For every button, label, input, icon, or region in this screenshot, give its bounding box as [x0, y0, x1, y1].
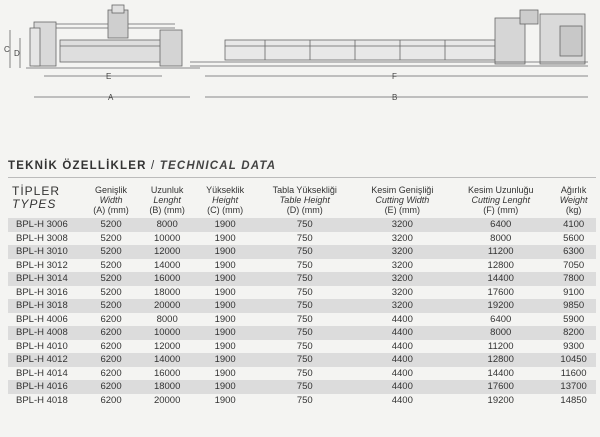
- dim-label-b: B: [392, 93, 398, 102]
- cell-height: 1900: [214, 286, 236, 298]
- cell-table-height: 750: [296, 354, 313, 366]
- cell-model: BPL-H 3018: [16, 300, 68, 312]
- section-title: [8, 160, 276, 172]
- section-title-en: TECHNICAL DATA: [159, 160, 277, 172]
- cell-weight: 7050: [563, 259, 585, 271]
- dim-label-d: D: [14, 49, 20, 58]
- cell-weight: 5600: [563, 232, 585, 244]
- table-row: [8, 353, 596, 367]
- dim-label-a: A: [108, 93, 114, 102]
- cell-height: 1900: [214, 381, 236, 393]
- cell-table-height: 750: [296, 394, 313, 406]
- cell-length: 14000: [153, 259, 181, 271]
- cell-length: 8000: [156, 313, 178, 325]
- cell-cutting-width: 4400: [391, 340, 413, 352]
- cell-cutting-width: 3200: [391, 219, 413, 231]
- cell-length: 20000: [153, 300, 181, 312]
- header-length-tr: Uzunluk: [150, 185, 184, 195]
- dim-label-e: E: [106, 72, 112, 81]
- cell-cutting-length: 17600: [487, 286, 514, 298]
- cell-model: BPL-H 3008: [16, 232, 68, 244]
- table-body: [8, 218, 596, 407]
- cell-cutting-length: 14400: [487, 273, 514, 285]
- cell-cutting-length: 8000: [490, 327, 512, 339]
- table-row: [8, 272, 596, 286]
- cell-weight: 8200: [563, 327, 585, 339]
- cell-cutting-length: 17600: [487, 381, 514, 393]
- cell-table-height: 750: [296, 273, 313, 285]
- header-types: [8, 183, 83, 218]
- cell-cutting-width: 3200: [391, 232, 413, 244]
- cell-weight: 5900: [563, 313, 585, 325]
- cell-model: BPL-H 3014: [16, 273, 68, 285]
- cell-length: 20000: [153, 394, 181, 406]
- cell-length: 8000: [156, 219, 178, 231]
- cell-table-height: 750: [296, 313, 313, 325]
- table-row: [8, 313, 596, 327]
- cell-model: BPL-H 4016: [16, 381, 68, 393]
- cell-length: 12000: [153, 246, 181, 258]
- header-height-unit: (C) (mm): [207, 205, 244, 215]
- header-length: [139, 183, 195, 218]
- header-table-height-tr: Tabla Yüksekliği: [272, 185, 337, 195]
- cell-weight: 7800: [563, 273, 585, 285]
- cell-width: 6200: [100, 394, 122, 406]
- cell-length: 10000: [153, 327, 181, 339]
- cell-cutting-width: 3200: [391, 259, 413, 271]
- cell-cutting-length: 19200: [487, 300, 514, 312]
- cell-model: BPL-H 4008: [16, 327, 68, 339]
- cell-length: 16000: [153, 367, 181, 379]
- cell-length: 14000: [153, 354, 181, 366]
- cell-height: 1900: [214, 232, 236, 244]
- header-cutting-length: [450, 183, 551, 218]
- cell-cutting-length: 12800: [487, 354, 514, 366]
- cell-cutting-length: 11200: [487, 246, 514, 258]
- header-cutting-width-unit: (E) (mm): [384, 205, 421, 215]
- table-row: [8, 259, 596, 273]
- cell-model: BPL-H 4006: [16, 313, 68, 325]
- technical-data-table: [8, 183, 596, 407]
- header-cutting-width: [354, 183, 450, 218]
- cell-cutting-length: 6400: [490, 219, 512, 231]
- table-row: [8, 286, 596, 300]
- cell-cutting-width: 4400: [391, 394, 413, 406]
- table-row: [8, 299, 596, 313]
- cell-model: BPL-H 3006: [16, 219, 68, 231]
- cell-height: 1900: [214, 340, 236, 352]
- header-table-height: [255, 183, 354, 218]
- cell-weight: 6300: [563, 246, 585, 258]
- cell-model: BPL-H 3012: [16, 259, 68, 271]
- cell-width: 5200: [100, 259, 122, 271]
- table-row: [8, 218, 596, 232]
- cell-weight: 14850: [560, 394, 587, 406]
- cell-length: 18000: [153, 286, 181, 298]
- cell-length: 10000: [153, 232, 181, 244]
- header-weight-unit: (kg): [565, 205, 582, 215]
- header-weight-en: Weight: [559, 195, 588, 205]
- cell-weight: 9850: [563, 300, 585, 312]
- cell-table-height: 750: [296, 232, 313, 244]
- table-row: [8, 326, 596, 340]
- header-cutting-length-unit: (F) (mm): [483, 205, 519, 215]
- header-weight-tr: Ağırlık: [560, 185, 587, 195]
- machine-technical-drawing: [0, 0, 600, 108]
- cell-table-height: 750: [296, 246, 313, 258]
- cell-weight: 13700: [560, 381, 587, 393]
- table-row: [8, 340, 596, 354]
- section-title-tr: TEKNİK ÖZELLİKLER: [8, 160, 147, 172]
- cell-height: 1900: [214, 300, 236, 312]
- cell-table-height: 750: [296, 327, 313, 339]
- cell-height: 1900: [214, 354, 236, 366]
- cell-table-height: 750: [296, 259, 313, 271]
- cell-table-height: 750: [296, 300, 313, 312]
- cell-weight: 4100: [563, 219, 585, 231]
- cell-height: 1900: [214, 394, 236, 406]
- header-height-en: Height: [212, 195, 239, 205]
- cell-length: 16000: [153, 273, 181, 285]
- header-table-height-unit: (D) (mm): [286, 205, 323, 215]
- cell-model: BPL-H 4014: [16, 367, 68, 379]
- cell-model: BPL-H 4012: [16, 354, 68, 366]
- cell-cutting-width: 3200: [391, 300, 413, 312]
- cell-height: 1900: [214, 367, 236, 379]
- cell-cutting-width: 4400: [391, 313, 413, 325]
- header-types-en: TYPES: [12, 197, 57, 211]
- cell-width: 5200: [100, 219, 122, 231]
- cell-width: 5200: [100, 232, 122, 244]
- cell-cutting-length: 11200: [487, 340, 514, 352]
- cell-height: 1900: [214, 259, 236, 271]
- cell-cutting-length: 19200: [487, 394, 514, 406]
- cell-table-height: 750: [296, 219, 313, 231]
- table-row: [8, 394, 596, 408]
- table-row: [8, 245, 596, 259]
- cell-cutting-width: 4400: [391, 381, 413, 393]
- cell-weight: 9100: [563, 286, 585, 298]
- header-width-unit: (A) (mm): [93, 205, 129, 215]
- header-cutting-width-en: Cutting Width: [375, 195, 430, 205]
- table-row: [8, 232, 596, 246]
- cell-weight: 11600: [560, 367, 587, 379]
- table-row: [8, 367, 596, 381]
- cell-width: 6200: [100, 327, 122, 339]
- cell-length: 12000: [153, 340, 181, 352]
- cell-model: BPL-H 3016: [16, 286, 68, 298]
- cell-width: 6200: [100, 381, 122, 393]
- cell-height: 1900: [214, 219, 236, 231]
- cell-table-height: 750: [296, 367, 313, 379]
- cell-width: 6200: [100, 313, 122, 325]
- cell-weight: 9300: [563, 340, 585, 352]
- header-height-tr: Yükseklik: [206, 185, 245, 195]
- table-header-row: [8, 183, 596, 218]
- dim-label-f: F: [392, 72, 397, 81]
- cell-width: 6200: [100, 354, 122, 366]
- cell-cutting-length: 12800: [487, 259, 514, 271]
- cell-width: 6200: [100, 340, 122, 352]
- section-divider: [8, 177, 596, 178]
- header-types-tr: TİPLER: [12, 184, 61, 198]
- cell-cutting-width: 4400: [391, 327, 413, 339]
- header-cutting-length-en: Cutting Lenght: [471, 195, 531, 205]
- header-length-unit: (B) (mm): [149, 205, 185, 215]
- cell-table-height: 750: [296, 381, 313, 393]
- cell-cutting-width: 4400: [391, 354, 413, 366]
- section-title-separator: /: [146, 160, 160, 172]
- header-table-height-en: Table Height: [279, 195, 330, 205]
- cell-cutting-length: 14400: [487, 367, 514, 379]
- dim-label-c: C: [4, 45, 10, 54]
- cell-width: 5200: [100, 246, 122, 258]
- cell-length: 18000: [153, 381, 181, 393]
- cell-cutting-length: 6400: [490, 313, 512, 325]
- cell-height: 1900: [214, 327, 236, 339]
- cell-height: 1900: [214, 273, 236, 285]
- header-width-en: Width: [99, 195, 123, 205]
- cell-table-height: 750: [296, 340, 313, 352]
- header-cutting-width-tr: Kesim Genişliği: [371, 185, 434, 195]
- cell-cutting-width: 3200: [391, 286, 413, 298]
- cell-width: 5200: [100, 286, 122, 298]
- header-weight: [551, 183, 596, 218]
- cell-cutting-width: 4400: [391, 367, 413, 379]
- cell-weight: 10450: [560, 354, 587, 366]
- cell-cutting-length: 8000: [490, 232, 512, 244]
- cell-height: 1900: [214, 313, 236, 325]
- cell-width: 5200: [100, 273, 122, 285]
- header-height: [195, 183, 255, 218]
- cell-model: BPL-H 3010: [16, 246, 68, 258]
- cell-model: BPL-H 4018: [16, 394, 68, 406]
- header-cutting-length-tr: Kesim Uzunluğu: [467, 185, 534, 195]
- cell-cutting-width: 3200: [391, 246, 413, 258]
- cell-cutting-width: 3200: [391, 273, 413, 285]
- cell-model: BPL-H 4010: [16, 340, 68, 352]
- header-width-tr: Genişlik: [95, 185, 128, 195]
- cell-width: 5200: [100, 300, 122, 312]
- cell-table-height: 750: [296, 286, 313, 298]
- table-row: [8, 380, 596, 394]
- header-length-en: Lenght: [153, 195, 181, 205]
- header-width: [83, 183, 139, 218]
- cell-height: 1900: [214, 246, 236, 258]
- cell-width: 6200: [100, 367, 122, 379]
